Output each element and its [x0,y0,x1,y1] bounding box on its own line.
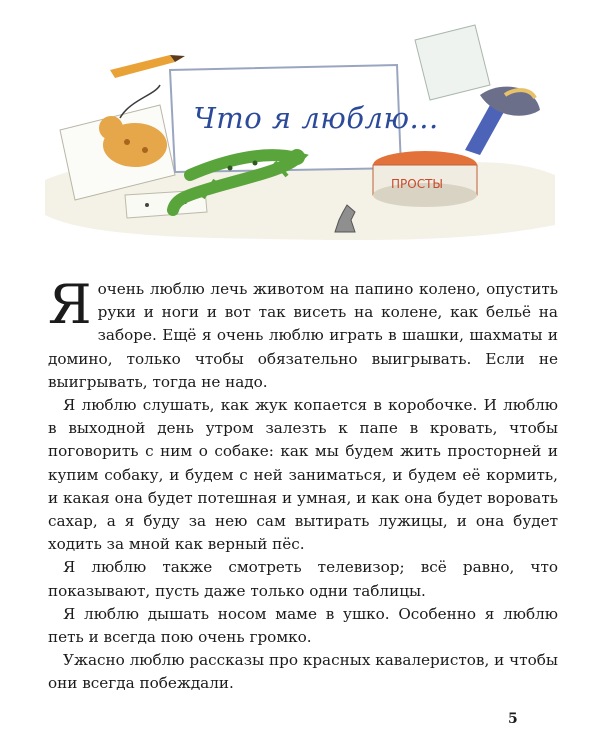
page-number: 5 [508,711,518,727]
bug-head [99,116,123,140]
pencil [110,55,175,78]
title-card [193,72,439,164]
paragraph-1 [48,273,558,394]
tin-label: ПРОСТЫ [391,177,444,191]
lizard-spot [228,166,233,171]
lamp-arm [465,105,505,155]
drop-cap: Я [48,273,92,336]
paragraph-3: Я люблю также смотреть телевизор; всё равно, что показывают, пусть даже только одни таблицы. [48,558,558,600]
story-text [48,273,558,696]
header-illustration [35,0,565,255]
paragraph-5: Ужасно люблю рассказы про красных кавалеристов, и чтобы они всегда побеждали. [48,651,558,693]
bug-spot [142,147,148,153]
page-title: Что я люблю... [193,101,439,135]
domino-dot [145,203,149,207]
paragraph-1-text: очень люблю лечь животом на папино колено, опустить руки и ноги и вот так висеть на колене, как бельё на заборе. Ещё я очень люблю играть в шашки, шахматы и домино, только чтобы обязательно выигрывать. Если не выигрывать, тогда не надо. [48,280,558,391]
paragraph-4: Я люблю дышать носом маме в ушко. Особенно я люблю петь и всегда пою очень громко. [48,604,558,647]
bug-spot [124,139,130,145]
paragraph-2: Я люблю слушать, как жук копается в коробочке. И люблю в выходной день утром залезть к папе в кровать, чтобы поговорить с ним о собаке: как мы будем жить просторней и купим собаку, и будем с ней заниматься, и будем её кормить, и какая она будет потешная и умная, и как она будет воровать сахар, а я буду за нею сам вытирать лужицы, и она будет ходить за мной как верный пёс. [48,396,558,554]
